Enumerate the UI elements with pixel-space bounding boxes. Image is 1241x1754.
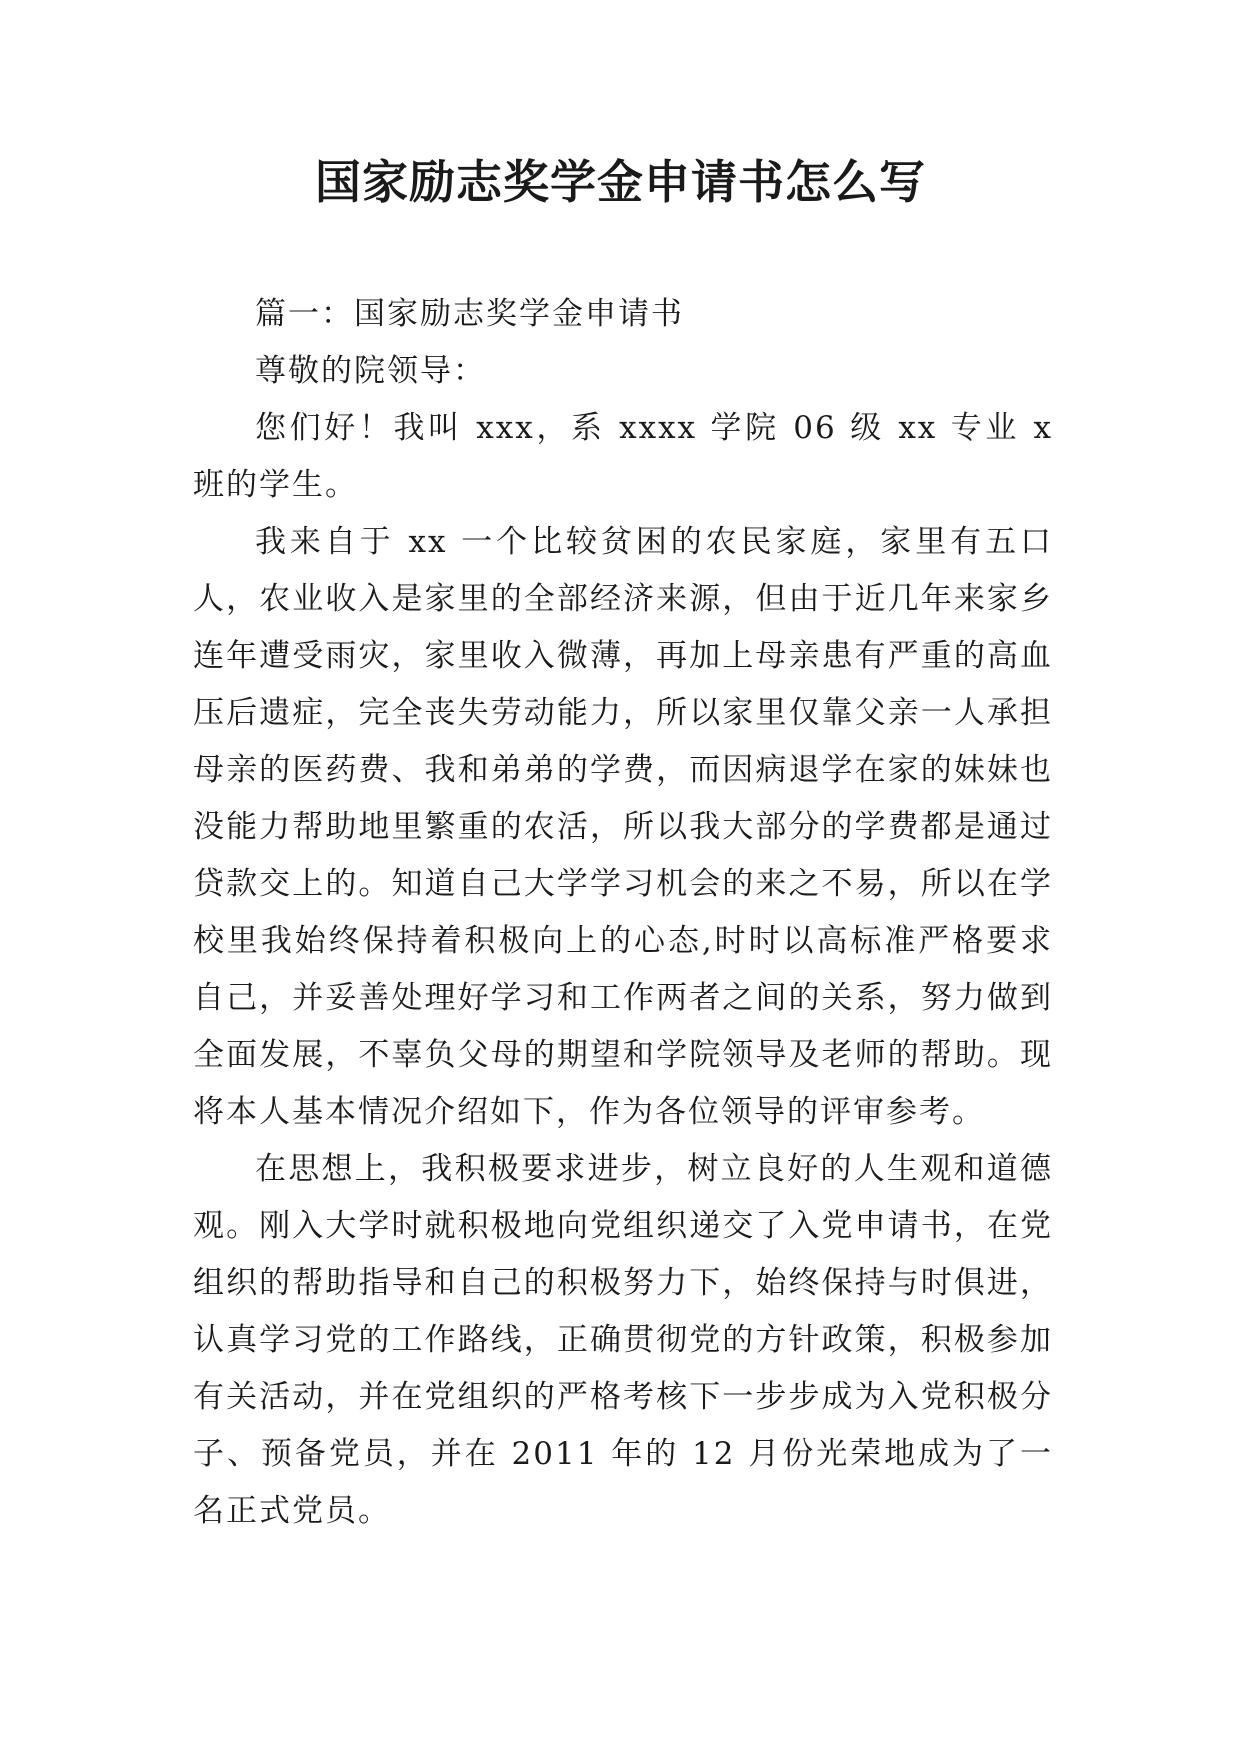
- document-body: [193, 286, 1053, 1540]
- section-heading: 篇一：国家励志奖学金申请书: [255, 296, 684, 332]
- salutation: 尊敬的院领导：: [255, 353, 486, 389]
- background-paragraph: 我来自于 xx 一个比较贫困的农民家庭，家里有五口人，农业收入是家里的全部经济来源，但由于近几年来家乡连年遭受雨灾，家里收入微薄，再加上母亲患有严重的高血压后遗症，完全丧失劳动能力，所以家里仅靠父亲一人承担母亲的医药费、我和弟弟的学费，而因病退学在家的妹妹也没能力帮助地里繁重的农活，所以我大部分的学费都是通过贷款交上的。知道自己大学学习机会的来之不易，所以在学校里我始终保持着积极向上的心态,时时以高标准严格要求自己，并妥善处理好学习和工作两者之间的关系，努力做到全面发展，不辜负父母的期望和学院领导及老师的帮助。现将本人基本情况介绍如下，作为各位领导的评审参考。: [193, 524, 1053, 1130]
- ideology-paragraph: 在思想上，我积极要求进步，树立良好的人生观和道德观。刚入大学时就积极地向党组织递交了入党申请书，在党组织的帮助指导和自己的积极努力下，始终保持与时俱进，认真学习党的工作路线，正确贯彻党的方针政策，积极参加有关活动，并在党组织的严格考核下一步步成为入党积极分子、预备党员，并在 2011 年的 12 月份光荣地成为了一名正式党员。: [193, 1151, 1053, 1529]
- document-title: 国家励志奖学金申请书怎么写: [315, 155, 926, 209]
- intro-paragraph: 您们好！我叫 xxx，系 xxxx 学院 06 级 xx 专业 x 班的学生。: [193, 410, 1053, 503]
